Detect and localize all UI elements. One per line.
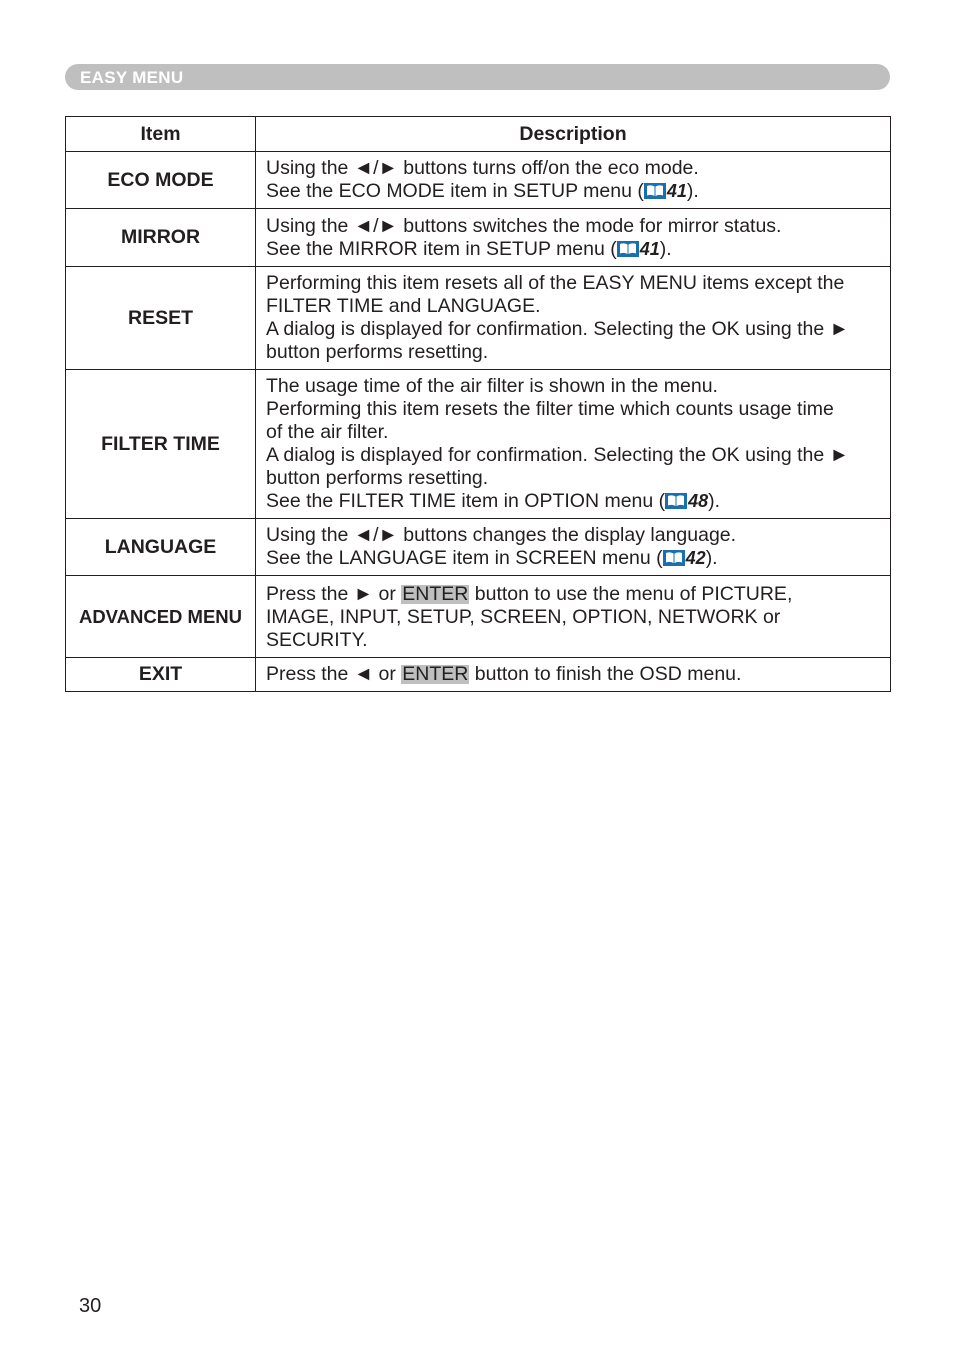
description-text: IMAGE, INPUT, SETUP, SCREEN, OPTION, NETWORK or <box>266 606 781 628</box>
item-name: ADVANCED MENU <box>66 576 256 658</box>
table-row <box>66 209 891 267</box>
description-line <box>266 238 880 261</box>
description-line <box>266 318 880 341</box>
table-row <box>66 267 891 370</box>
item-name: LANGUAGE <box>66 519 256 576</box>
table-row <box>66 519 891 576</box>
description-line <box>266 663 880 686</box>
item-description <box>256 152 891 209</box>
description-line <box>266 421 880 444</box>
description-text: of the air filter. <box>266 421 389 443</box>
section-header-bar <box>65 64 890 90</box>
header-description: Description <box>256 117 891 152</box>
table-row <box>66 576 891 658</box>
book-reference-icon <box>663 550 685 566</box>
book-reference-icon <box>617 241 639 257</box>
description-text: ). <box>705 547 718 569</box>
description-text: Performing this item resets the filter time which counts usage time <box>266 398 834 420</box>
description-line <box>266 547 880 570</box>
description-line <box>266 629 880 652</box>
description-line <box>266 490 880 513</box>
table-row <box>66 152 891 209</box>
description-line <box>266 295 880 318</box>
item-description <box>256 576 891 658</box>
description-text: ). <box>708 490 721 512</box>
description-text: ). <box>686 180 699 202</box>
description-line <box>266 583 880 606</box>
book-reference-icon <box>644 183 666 199</box>
description-text: SECURITY. <box>266 629 368 651</box>
description-text: FILTER TIME and LANGUAGE. <box>266 295 541 317</box>
description-line <box>266 606 880 629</box>
item-name: EXIT <box>66 658 256 692</box>
item-name: FILTER TIME <box>66 370 256 519</box>
table-row <box>66 370 891 519</box>
item-description <box>256 519 891 576</box>
description-text: See the FILTER TIME item in OPTION menu ( <box>266 490 666 512</box>
table-body <box>66 152 891 692</box>
description-line <box>266 215 880 238</box>
book-reference-icon <box>665 493 687 509</box>
table-header-row <box>66 117 891 152</box>
description-text: A dialog is displayed for confirmation. Selecting the OK using the ► <box>266 444 849 466</box>
page-number: 30 <box>79 1295 102 1317</box>
description-line <box>266 444 880 467</box>
description-line <box>266 157 880 180</box>
description-text: Using the ◄/► buttons switches the mode for mirror status. <box>266 214 782 237</box>
description-text: button to finish the OSD menu. <box>469 663 742 685</box>
description-text: button performs resetting. <box>266 341 489 363</box>
item-description <box>256 370 891 519</box>
page-reference: 41 <box>639 238 660 259</box>
header-item: Item <box>66 117 256 152</box>
description-line <box>266 398 880 421</box>
page-reference: 42 <box>685 548 706 568</box>
item-name: ECO MODE <box>66 152 256 209</box>
description-text: The usage time of the air filter is shown in the menu. <box>266 375 718 397</box>
description-text: button to use the menu of PICTURE, <box>469 583 793 605</box>
item-description <box>256 658 891 692</box>
page-reference: 41 <box>666 181 687 201</box>
enter-key-label: ENTER <box>402 583 469 605</box>
description-line <box>266 467 880 490</box>
description-line <box>266 341 880 364</box>
item-description <box>256 267 891 370</box>
description-line <box>266 375 880 398</box>
easy-menu-table <box>65 116 891 692</box>
description-line <box>266 272 880 295</box>
table-row <box>66 658 891 692</box>
item-name: MIRROR <box>66 209 256 267</box>
description-text: Press the ► or <box>266 583 402 605</box>
description-text: See the MIRROR item in SETUP menu ( <box>266 237 617 260</box>
section-title: EASY MENU <box>80 68 184 87</box>
enter-key-label: ENTER <box>402 663 469 685</box>
description-text: button performs resetting. <box>266 467 489 489</box>
item-name: RESET <box>66 267 256 370</box>
description-text: Using the ◄/► buttons changes the display language. <box>266 524 737 546</box>
description-text: Performing this item resets all of the EASY MENU items except the <box>266 272 845 294</box>
description-text: Using the ◄/► buttons turns off/on the eco mode. <box>266 157 699 179</box>
description-text: See the LANGUAGE item in SCREEN menu ( <box>266 547 663 569</box>
description-text: See the ECO MODE item in SETUP menu ( <box>266 180 644 202</box>
page-reference: 48 <box>688 491 709 511</box>
description-line <box>266 180 880 203</box>
description-text: Press the ◄ or <box>266 663 402 685</box>
description-line <box>266 524 880 547</box>
description-text: ). <box>659 237 672 260</box>
description-text: A dialog is displayed for confirmation. Selecting the OK using the ► <box>266 318 849 340</box>
item-description <box>256 209 891 267</box>
